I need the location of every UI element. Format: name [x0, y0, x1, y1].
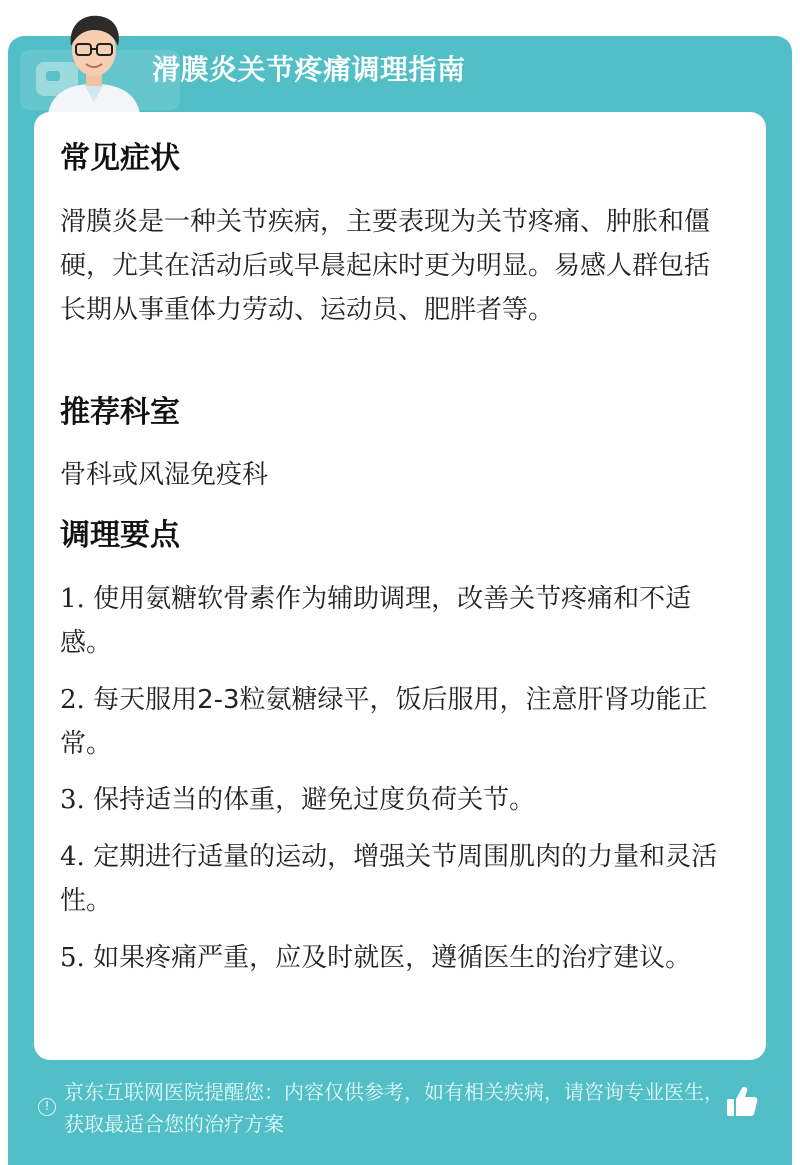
list-item-number: 4. — [60, 842, 85, 872]
list-item-text: 保持适当的体重，避免过度负荷关节。 — [93, 785, 536, 815]
disclaimer-text: 京东互联网医院提醒您：内容仅供参考，如有相关疾病，请咨询专业医生，获取最适合您的治疗方案 — [64, 1080, 724, 1136]
list-item-number: 2. — [60, 685, 85, 715]
info-icon: ! — [38, 1098, 56, 1116]
doctor-avatar-icon — [44, 6, 144, 114]
list-item — [60, 936, 740, 980]
symptoms-heading: 常见症状 — [60, 141, 180, 176]
list-item-number: 1. — [60, 584, 85, 614]
department-text: 骨科或风湿免疫科 — [60, 460, 269, 490]
department-heading: 推荐科室 — [60, 395, 180, 430]
list-item-text: 定期进行适量的运动，增强关节周围肌肉的力量和灵活性。 — [60, 842, 718, 916]
list-item-number: 5. — [60, 943, 85, 973]
page-title: 滑膜炎关节疼痛调理指南 — [152, 53, 466, 86]
list-item-text: 如果疼痛严重，应及时就医，遵循医生的治疗建议。 — [93, 943, 692, 973]
symptoms-text: 滑膜炎是一种关节疾病，主要表现为关节疼痛、肿胀和僵硬，尤其在活动后或早晨起床时更为明显。易感人群包括长期从事重体力劳动、运动员、肥胖者等。 — [60, 207, 711, 325]
tips-heading: 调理要点 — [60, 518, 180, 553]
list-item — [60, 778, 740, 822]
thumbs-up-icon[interactable] — [724, 1084, 760, 1120]
list-item-text: 使用氨糖软骨素作为辅助调理，改善关节疼痛和不适感。 — [60, 584, 692, 658]
list-item — [60, 577, 740, 665]
list-item-text: 每天服用2-3粒氨糖绿平，饭后服用，注意肝肾功能正常。 — [60, 685, 708, 759]
list-item — [60, 678, 740, 766]
list-item-number: 3. — [60, 785, 85, 815]
list-item — [60, 835, 740, 923]
